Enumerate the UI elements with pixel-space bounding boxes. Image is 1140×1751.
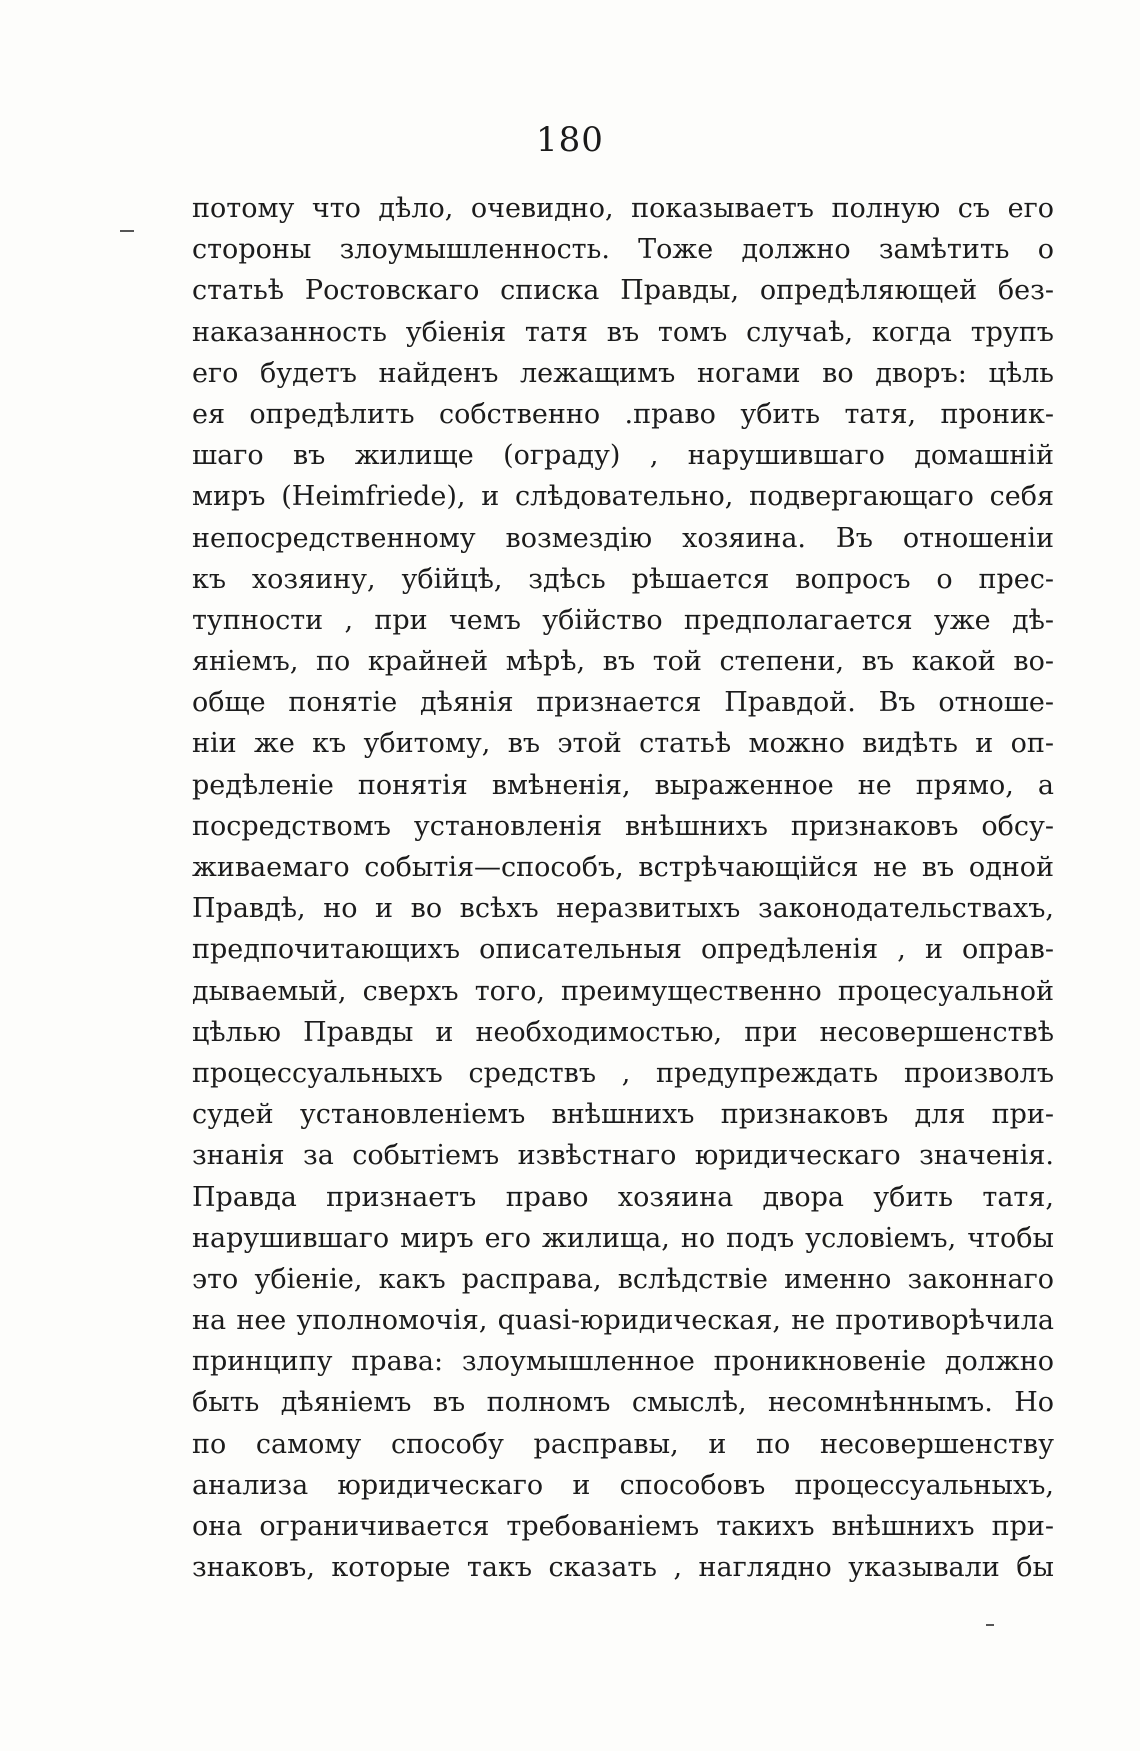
text-line: Правдѣ, но и во всѣхъ неразвитыхъ законодательствахъ,: [192, 893, 1054, 925]
text-line: предпочитающихъ описательныя опредѣленія , и оправ-: [192, 934, 1054, 966]
scan-speck: [120, 230, 134, 232]
text-line: его будетъ найденъ лежащимъ ногами во дворъ: цѣль: [192, 357, 1054, 389]
text-line: тупности , при чемъ убійство предполагается уже дѣ-: [192, 604, 1054, 636]
text-line: это убіеніе, какъ расправа, вслѣдствіе именно законнаго: [192, 1263, 1054, 1295]
text-line: обще понятіе дѣянія признается Правдой. Въ отноше-: [192, 687, 1054, 719]
text-line: наказанность убіенія татя въ томъ случаѣ, когда трупъ: [192, 316, 1054, 348]
text-line: судей установленіемъ внѣшнихъ признаковъ для при-: [192, 1099, 1054, 1131]
text-line: статьѣ Ростовскаго списка Правды, опредѣляющей без-: [192, 275, 1054, 307]
text-line: нарушившаго миръ его жилища, но подъ условіемъ, чтобы: [192, 1222, 1054, 1254]
text-line: потому что дѣло, очевидно, показываетъ полную съ его: [192, 193, 1054, 224]
text-line: посредствомъ установленія внѣшнихъ признаковъ обсу-: [192, 810, 1054, 842]
page-number: 180: [536, 120, 604, 160]
text-line: къ хозяину, убійцѣ, здѣсь рѣшается вопросъ о прес-: [192, 563, 1054, 595]
text-line: процессуальныхъ средствъ , предупреждать произволъ: [192, 1057, 1054, 1089]
text-line: анализа юридическаго и способовъ процессуальныхъ,: [192, 1469, 1054, 1501]
text-line: по самому способу расправы, и по несовершенству: [192, 1428, 1054, 1460]
text-line: живаемаго событія—способъ, встрѣчающійся не въ одной: [192, 852, 1054, 883]
text-line: на нее уполномочія, quasi-юридическая, не противорѣчила: [192, 1305, 1054, 1337]
text-line: Правда признаетъ право хозяина двора убить татя,: [192, 1181, 1054, 1213]
text-line: стороны злоумышленность. Тоже должно замѣтить о: [192, 234, 1054, 266]
text-line: она ограничивается требованіемъ такихъ внѣшнихъ при-: [192, 1511, 1054, 1542]
text-line: ніи же къ убитому, въ этой статьѣ можно видѣть и оп-: [192, 728, 1054, 760]
text-line: быть дѣяніемъ въ полномъ смыслѣ, несомнѣннымъ. Но: [192, 1387, 1054, 1419]
text-line: знаковъ, которые такъ сказать , наглядно указывали бы: [192, 1552, 1054, 1584]
text-line: ея опредѣлить собственно .право убить татя, проник-: [192, 398, 1054, 430]
text-line: шаго въ жилище (ограду) , нарушившаго домашній: [192, 440, 1054, 472]
text-line: принципу права: злоумышленное проникновеніе должно: [192, 1346, 1054, 1378]
scan-speck: [986, 1624, 994, 1626]
text-line: цѣлью Правды и необходимостью, при несовершенствѣ: [192, 1016, 1054, 1048]
text-line: непосредственному возмездію хозяина. Въ отношеніи: [192, 522, 1054, 554]
text-line: миръ (Heimfriede), и слѣдовательно, подвергающаго себя: [192, 481, 1054, 513]
body-text: [192, 188, 1054, 1588]
text-line: дываемый, сверхъ того, преимущественно процесуальной: [192, 975, 1054, 1007]
text-line: редѣленіе понятія вмѣненія, выраженное не прямо, а: [192, 769, 1054, 801]
text-line: яніемъ, по крайней мѣрѣ, въ той степени, въ какой во-: [192, 646, 1054, 678]
text-line: знанія за событіемъ извѣстнаго юридическаго значенія.: [192, 1140, 1054, 1172]
